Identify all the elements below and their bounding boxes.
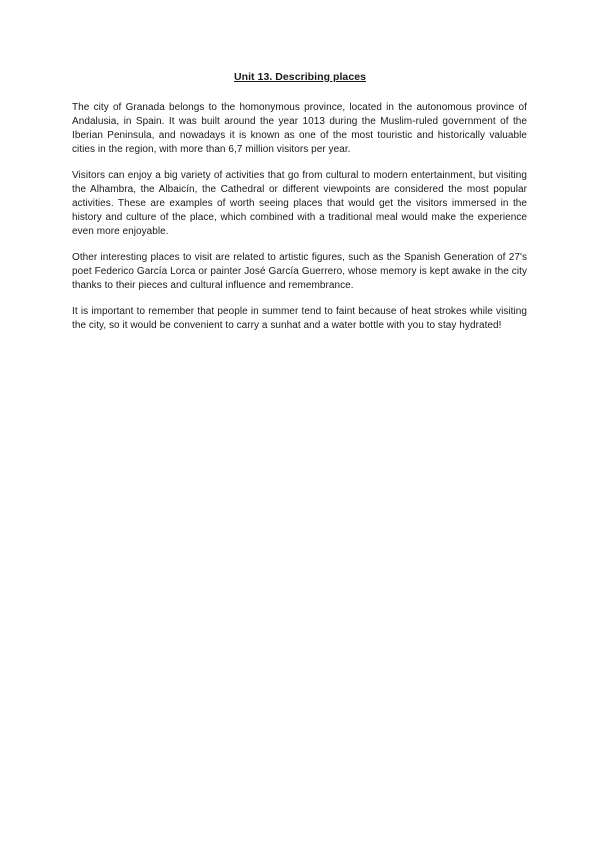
paragraph-artistic-figures: Other interesting places to visit are related to artistic figures, such as the Spanish Generation of 27's poet Federico García Lorca or painter José García Guerrero, whose memory is kept awake in the city thanks to their pieces and cultural influence and remembrance. [72,251,527,292]
paragraph-activities: Visitors can enjoy a big variety of activities that go from cultural to modern entertainment, but visiting the Alhambra, the Albaicín, the Cathedral or different viewpoints are considered the most popular activities. These are examples of worth seeing places that would get the visitors immersed in the history and culture of the place, which combined with a traditional meal would make the experience even more enjoyable. [72,169,527,238]
document-title: Unit 13. Describing places [233,71,366,83]
paragraph-granada-intro: The city of Granada belongs to the homonymous province, located in the autonomous province of Andalusia, in Spain. It was built around the year 1013 during the Muslim-ruled government of the Iberian Peninsula, and nowadays it is known as one of the most touristic and historically valuable cities in the region, with more than 6,7 million visitors per year. [72,102,527,156]
paragraph-summer-advice: It is important to remember that people in summer tend to faint because of heat strokes while visiting the city, so it would be convenient to carry a sunhat and a water bottle with you to stay hydrated! [72,305,527,331]
document-body [72,101,527,344]
